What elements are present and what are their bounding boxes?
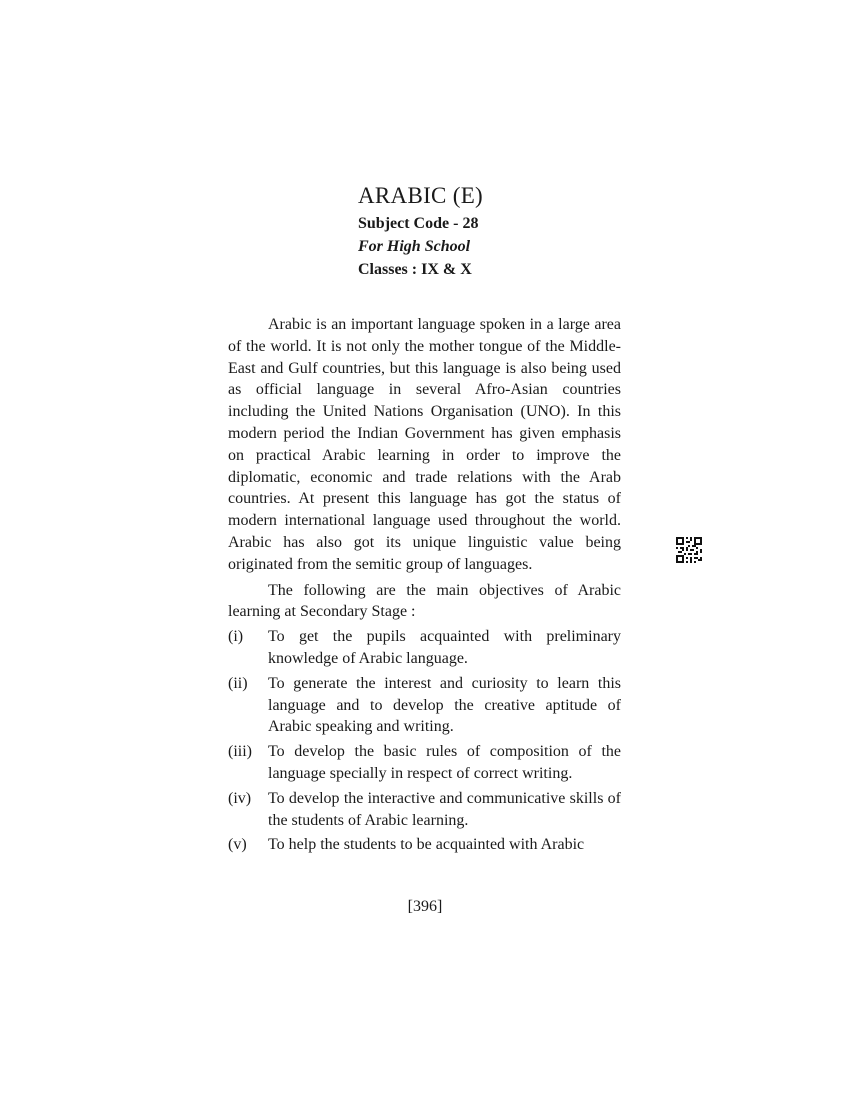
class-levels: Classes : IX & X [358,261,472,278]
objective-number: (iv) [228,789,252,807]
qr-code-icon[interactable] [676,537,702,563]
objective-text: To help the students to be acquainted with Arabic [268,836,585,854]
subject-title: ARABIC (E) [358,183,484,208]
objective-text: To get the pupils acquainted with preliminary knowledge of Arabic language. [268,628,621,667]
subject-code: Subject Code - 28 [358,215,479,232]
objective-item [228,673,621,738]
objective-text: To develop the basic rules of composition of the language specially in respect of correct writing. [268,743,621,782]
objectives-intro: The following are the main objectives of Arabic learning at Secondary Stage : [228,581,621,621]
objective-item [228,741,621,785]
objective-number: (i) [228,628,244,646]
objective-number: (ii) [228,674,248,692]
objective-item [228,626,621,670]
objective-text: To generate the interest and curiosity to learn this language and to develop the creative aptitude of Arabic speaking and writing. [268,674,621,736]
objective-number: (iii) [228,743,252,761]
objective-text: To develop the interactive and communicative skills of the students of Arabic learning. [268,789,621,829]
objective-item [228,834,621,856]
page-number: [396] [407,898,443,915]
objectives-list [228,626,621,856]
document-header [358,180,658,281]
intro-paragraph: Arabic is an important language spoken in a large area of the world. It is not only the mother tongue of the Middle-East and Gulf countries, but this language is also being used as official language in several Afro-Asian countries including the United Nations Organisation (UNO). In this modern period the Indian Government has given emphasis on practical Arabic learning in order to improve the diplomatic, economic and trade relations with the Arab countries. At present this language has got the status of modern international language used throughout the world. Arabic has also got its unique linguistic value being originated from the semitic group of languages. [228,316,621,573]
objective-item [228,788,621,832]
school-level: For High School [358,238,471,255]
objective-number: (v) [228,836,247,854]
document-body [228,314,621,856]
